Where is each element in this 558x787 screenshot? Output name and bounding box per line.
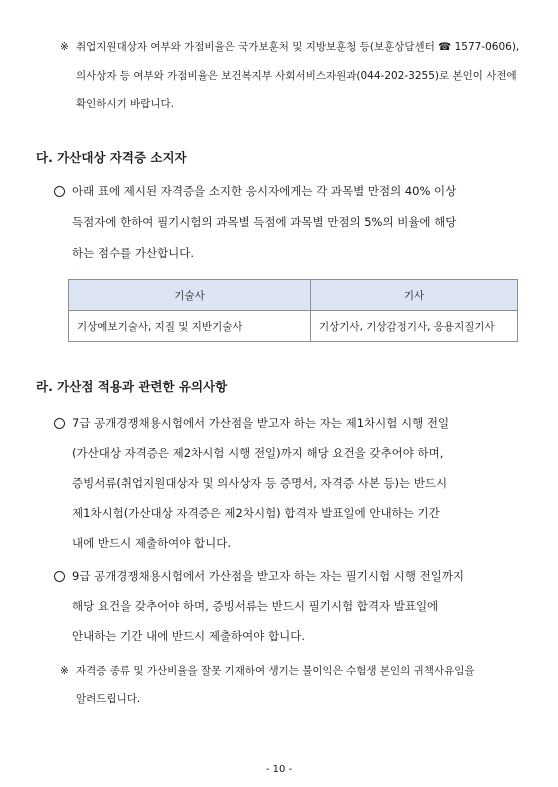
qualification-table — [68, 279, 518, 342]
da-bullet-line-2: 득점자에 한하여 필기시험의 과목별 득점에 과목별 만점의 5%의 비율에 해당 — [72, 215, 457, 229]
ra-bullet2-line-3: 안내하는 기간 내에 반드시 제출하여야 합니다. — [72, 629, 306, 643]
circle-bullet-icon — [54, 186, 65, 197]
ra-bullet1-line-1: 7급 공개경쟁채용시험에서 가산점을 받고자 하는 자는 제1차시험 시행 전일 — [72, 416, 450, 430]
da-bullet-line-3: 하는 점수를 가산합니다. — [72, 246, 195, 260]
section-heading-da: 다. 가산대상 자격증 소지자 — [36, 150, 187, 165]
note-mark: ※ — [60, 41, 69, 53]
table-header-cell: 기술사 — [69, 280, 311, 311]
ra-note-line-1: 자격증 종류 및 가산비율을 잘못 기재하여 생기는 불이익은 수험생 본인의 귀책사유임을 — [76, 665, 475, 677]
table-cell: 기상기사, 기상감정기사, 응용지질기사 — [311, 311, 518, 342]
table-header-cell: 기사 — [311, 280, 518, 311]
table-header-row — [69, 280, 518, 311]
note-mark: ※ — [60, 665, 69, 677]
ra-bullet1-line-5: 내에 반드시 제출하여야 합니다. — [72, 536, 232, 550]
page-number: - 10 - — [265, 764, 293, 775]
table-row — [69, 311, 518, 342]
ra-bullet1-line-4: 제1차시험(가산대상 자격증은 제2차시험) 합격자 발표일에 안내하는 기간 — [72, 506, 440, 520]
da-bullet-line-1: 아래 표에 제시된 자격증을 소지한 응시자에게는 각 과목별 만점의 40% 이상 — [72, 184, 457, 198]
top-note-line-3: 확인하시기 바랍니다. — [76, 98, 174, 110]
ra-note-line-2: 알려드립니다. — [76, 693, 141, 705]
ra-bullet1-line-2: (가산대상 자격증은 제2차시험 시행 전일)까지 해당 요건을 갖추어야 하며, — [72, 446, 444, 460]
top-note-line-2: 의사상자 등 여부와 가점비율은 보건복지부 사회서비스자원과(044-202-3255)로 본인이 사전에 — [76, 70, 517, 82]
ra-bullet2-line-2: 해당 요건을 갖추어야 하며, 증빙서류는 반드시 필기시험 합격자 발표일에 — [72, 599, 439, 613]
table-cell: 기상예보기술사, 지질 및 지반기술사 — [69, 311, 311, 342]
ra-bullet1-line-3: 증빙서류(취업지원대상자 및 의사상자 등 증명서, 자격증 사본 등)는 반드시 — [72, 476, 448, 490]
circle-bullet-icon — [54, 418, 65, 429]
top-note-line-1: 취업지원대상자 여부와 가점비율은 국가보훈처 및 지방보훈청 등(보훈상담센터 ☎ 1577-0606), — [76, 41, 520, 53]
section-heading-ra: 라. 가산점 적용과 관련한 유의사항 — [36, 379, 228, 394]
ra-bullet2-line-1: 9급 공개경쟁채용시험에서 가산점을 받고자 하는 자는 필기시험 시행 전일까지 — [72, 569, 465, 583]
circle-bullet-icon — [54, 571, 65, 582]
